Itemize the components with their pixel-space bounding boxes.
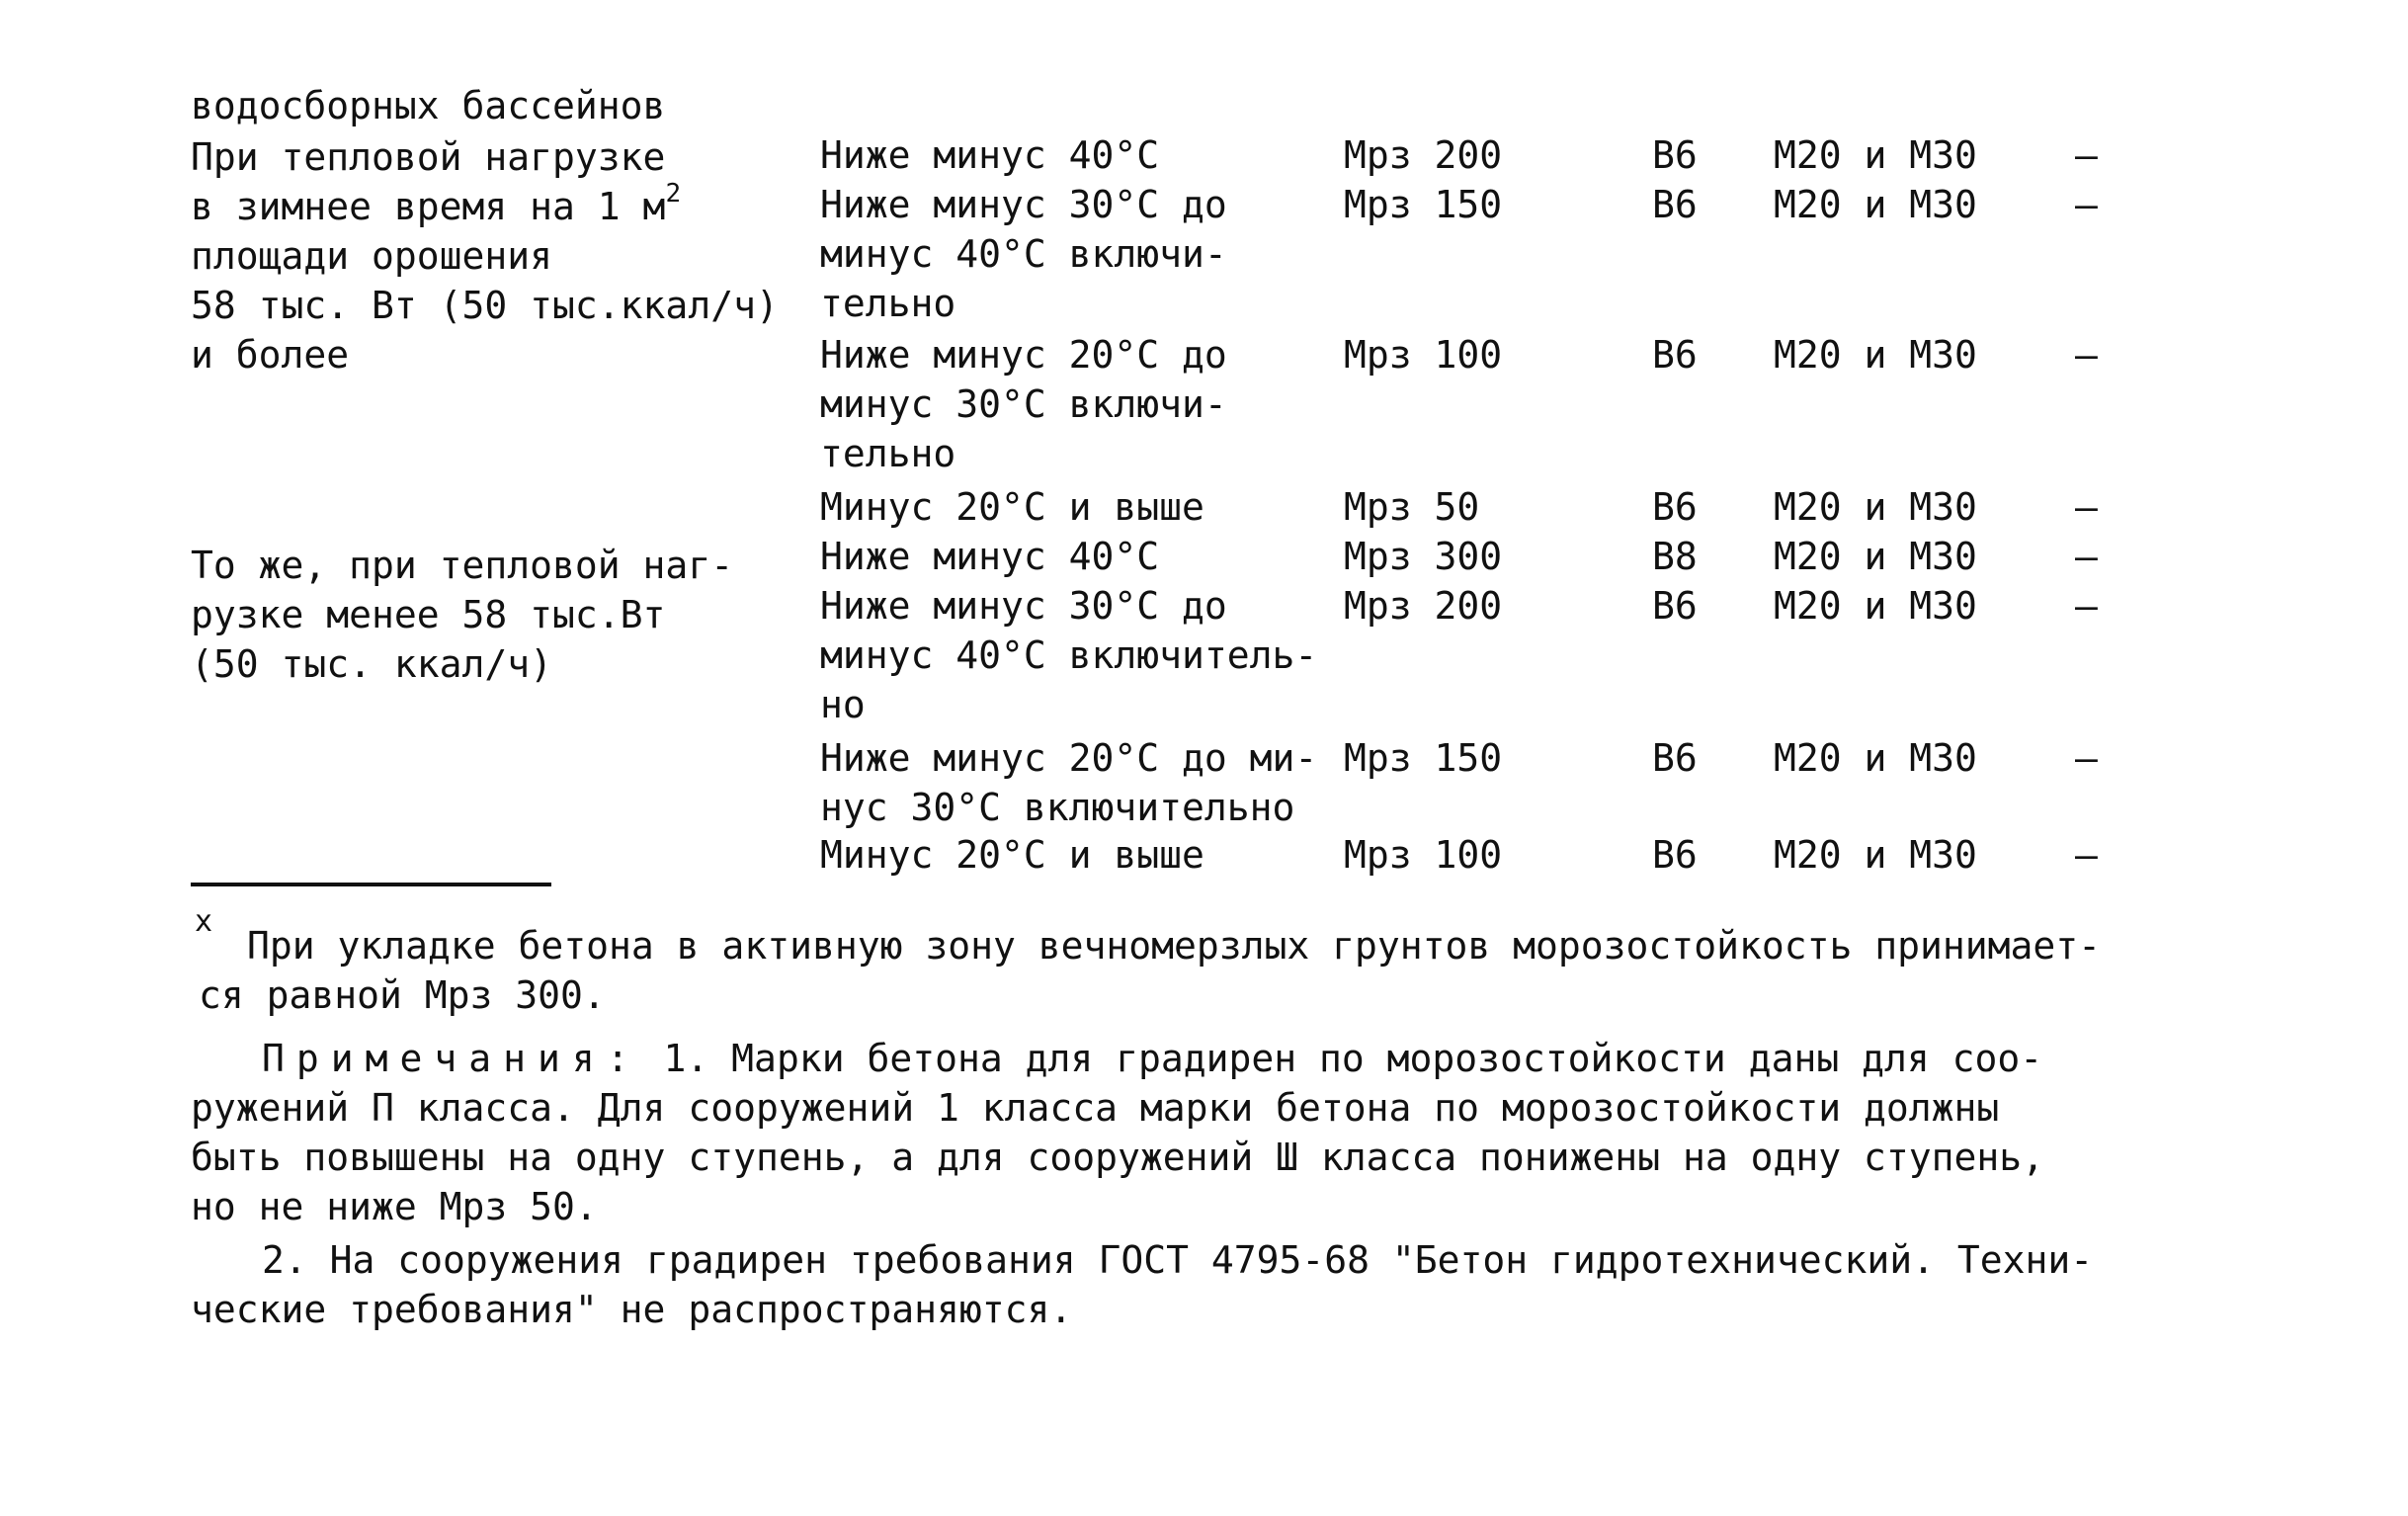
notes-note-1-line-4: но не ниже Мрз 50. [191,1185,598,1228]
condition-line: рузке менее 58 тыс.Вт [191,593,666,636]
notes-note-2-line-1: 2. На сооружения градирен требования ГОСТ 4795-68 "Бетон гидротехнический. Техни- [262,1238,2094,1282]
frost-resistance-grade: Мрз 50 [1344,485,1480,529]
mortar-grade: М20 и М30 [1774,183,1977,226]
temperature-line: тельно [820,432,956,475]
footnote-line-1: При укладке бетона в активную зону вечномерзлых грунтов морозостойкость принимает- [247,924,2101,968]
frost-resistance-grade: Мрз 100 [1344,833,1503,877]
notes-note-1-line-1 [262,1037,2043,1080]
frost-resistance-grade: Мрз 200 [1344,584,1503,628]
frost-resistance-grade: Мрз 150 [1344,183,1503,226]
footnote-line-2: ся равной Мрз 300. [199,973,606,1017]
temperature-line: но [820,683,866,726]
temperature-line: Ниже минус 20°С до [820,333,1227,377]
mortar-grade: М20 и М30 [1774,133,1977,177]
empty-cell-dash: – [2075,485,2098,529]
water-resistance-grade: В8 [1652,535,1698,578]
frost-resistance-grade: Мрз 300 [1344,535,1503,578]
temperature-line: нус 30°С включительно [820,786,1295,829]
mortar-grade: М20 и М30 [1774,535,1977,578]
frost-resistance-grade: Мрз 200 [1344,133,1503,177]
condition-line: 58 тыс. Вт (50 тыс.ккал/ч) [191,284,779,327]
mortar-grade: М20 и М30 [1774,333,1977,377]
condition-line: и более [191,333,350,377]
temperature-line: Минус 20°С и выше [820,833,1204,877]
temperature-line: Минус 20°С и выше [820,485,1204,529]
water-resistance-grade: В6 [1652,333,1698,377]
notes-label: Примечания: [262,1037,641,1080]
empty-cell-dash: – [2075,535,2098,578]
water-resistance-grade: В6 [1652,833,1698,877]
temperature-line: тельно [820,282,956,325]
superscript: 2 [665,179,682,209]
condition-line: (50 тыс. ккал/ч) [191,642,553,686]
temperature-line: Ниже минус 30°С до [820,584,1227,628]
frost-resistance-grade: Мрз 100 [1344,333,1503,377]
water-resistance-grade: В6 [1652,485,1698,529]
temperature-line: Ниже минус 30°С до [820,183,1227,226]
mortar-grade: М20 и М30 [1774,736,1977,780]
frost-resistance-grade: Мрз 150 [1344,736,1503,780]
empty-cell-dash: – [2075,833,2098,877]
condition-line: При тепловой нагрузке [191,135,666,179]
notes-note-1-line-3: быть повышены на одну ступень, а для сооружений Ш класса понижены на одну ступень, [191,1136,2044,1179]
empty-cell-dash: – [2075,133,2098,177]
condition-line: в зимнее время на 1 $м^2$ [191,179,682,228]
temperature-line: Ниже минус 20°С до ми- [820,736,1318,780]
mortar-grade: М20 и М30 [1774,833,1977,877]
empty-cell-dash: – [2075,736,2098,780]
mortar-grade: М20 и М30 [1774,485,1977,529]
condition-line: водосборных бассейнов [191,84,666,127]
condition-line: То же, при тепловой наг- [191,544,734,587]
temperature-line: минус 40°С включи- [820,232,1227,276]
empty-cell-dash: – [2075,333,2098,377]
footnote-separator [191,883,551,886]
temperature-line: минус 30°С включи- [820,382,1227,426]
notes-note-2-line-2: ческие требования" не распространяются. [191,1288,1073,1331]
notes-note-1-start: 1. Марки бетона для градирен по морозостойкости даны для соо- [640,1037,2043,1080]
empty-cell-dash: – [2075,183,2098,226]
temperature-line: Ниже минус 40°С [820,535,1160,578]
water-resistance-grade: В6 [1652,584,1698,628]
footnote-mark: х [195,904,213,939]
condition-line: площади орошения [191,234,553,278]
mortar-grade: М20 и М30 [1774,584,1977,628]
empty-cell-dash: – [2075,584,2098,628]
temperature-line: минус 40°С включитель- [820,633,1318,677]
notes-note-1-line-2: ружений П класса. Для сооружений 1 класса марки бетона по морозостойкости должны [191,1086,2000,1130]
water-resistance-grade: В6 [1652,183,1698,226]
temperature-line: Ниже минус 40°С [820,133,1160,177]
water-resistance-grade: В6 [1652,133,1698,177]
water-resistance-grade: В6 [1652,736,1698,780]
